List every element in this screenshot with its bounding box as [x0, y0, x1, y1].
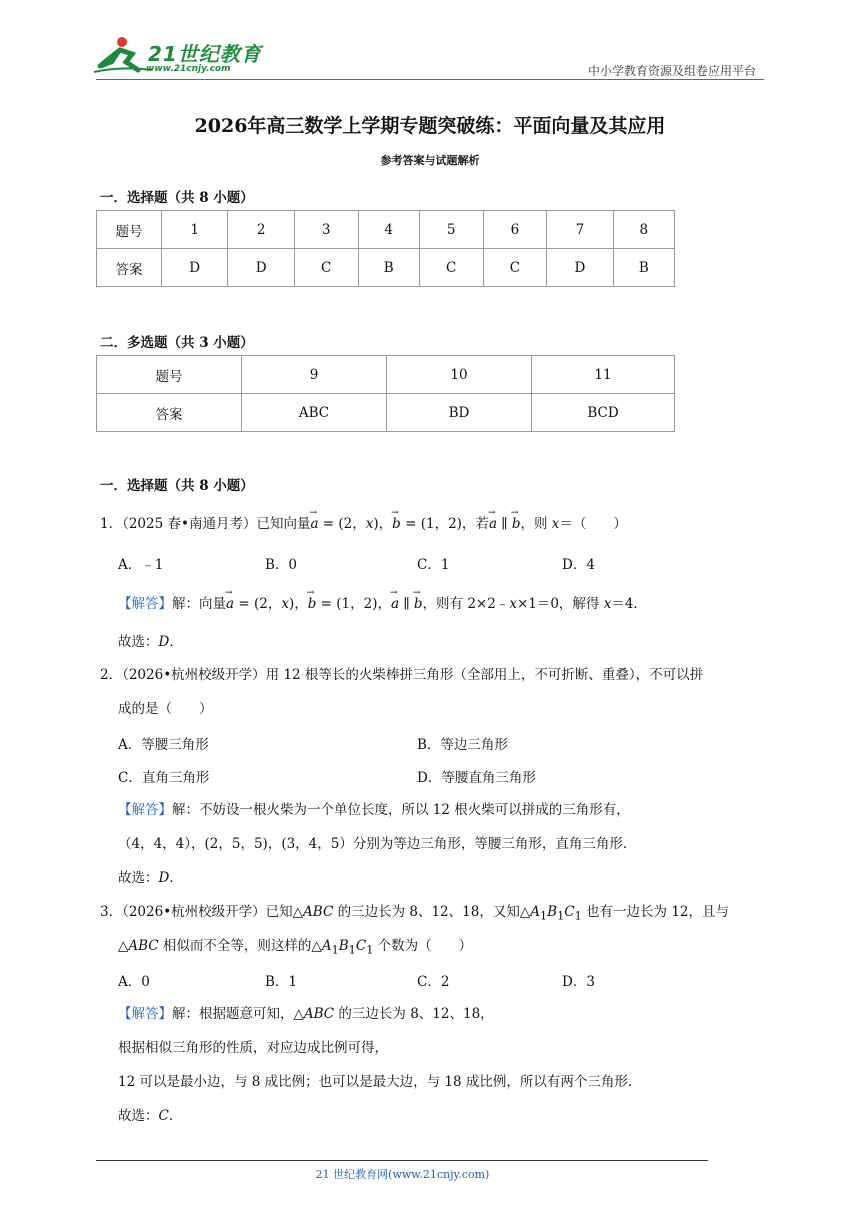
- question-3-option: C．2: [417, 974, 450, 990]
- table-cell: 题号: [97, 356, 242, 394]
- table-cell: 10: [387, 356, 532, 394]
- table-cell: D: [547, 249, 613, 287]
- table-cell: C: [294, 249, 358, 287]
- table-cell: BCD: [532, 394, 675, 432]
- table-cell: 3: [294, 211, 358, 249]
- question-2-stem-line-1: 2．（2026•杭州校级开学）用 12 根等长的火柴棒拼三角形（全部用上，不可折断、重叠），不可以拼: [100, 667, 704, 683]
- footer-link[interactable]: 21 世纪教育网(www.21cnjy.com): [315, 1168, 490, 1181]
- table-cell: 题号: [97, 211, 162, 249]
- table-cell: 9: [242, 356, 387, 394]
- table-cell: 5: [419, 211, 483, 249]
- question-3-option: D．3: [562, 974, 595, 990]
- table-cell: 答案: [97, 249, 162, 287]
- page-subtitle: 参考答案与试题解析: [380, 154, 480, 167]
- table-cell: 4: [358, 211, 419, 249]
- section-heading-multi-choice: 二．多选题（共 3 小题）: [100, 335, 254, 351]
- question-3-solution-line-3: 12 可以是最小边，与 8 成比例；也可以是最大边，与 18 成比例，所以有两个三角形．: [118, 1074, 642, 1090]
- question-1-option: B．0: [265, 557, 298, 573]
- question-3-option: A．0: [118, 974, 150, 990]
- question-3-stem-line-2: △ABC 相似而不全等，则这样的$\triangle A_1B_1C_1$ 个数为（ ）: [118, 938, 473, 957]
- header-divider: [96, 79, 764, 80]
- question-1-stem: 1．（2025 春•南通月考）已知向量→ a = (2，x)，→ b = (1，2)，若→ a ∥ → b，则 x＝（ ）: [100, 514, 627, 534]
- page-title: 2026年高三数学上学期专题突破练：平面向量及其应用: [194, 115, 666, 137]
- table-cell: ABC: [242, 394, 387, 432]
- table-cell: 2: [228, 211, 294, 249]
- table-row: [97, 356, 675, 394]
- question-2-solution-line-2: （4，4，4），(2，5，5)，(3，4，5）分别为等边三角形，等腰三角形，直角三角形．: [118, 836, 637, 852]
- question-2-option: B．等边三角形: [417, 737, 508, 753]
- question-1-answer: 故选：D．: [118, 634, 183, 650]
- question-3-answer: 故选：C．: [118, 1108, 183, 1124]
- question-2-option: D．等腰直角三角形: [417, 770, 536, 786]
- table-row: [97, 211, 675, 249]
- platform-name: 中小学教育资源及组卷应用平台: [587, 64, 756, 78]
- table-cell: 7: [547, 211, 613, 249]
- table-cell: C: [483, 249, 547, 287]
- table-cell: 1: [162, 211, 228, 249]
- question-2-answer: 故选：D．: [118, 870, 183, 886]
- section-heading-solutions: 一．选择题（共 8 小题）: [100, 478, 254, 494]
- question-3-solution-line-1: 【解答】解：根据题意可知，△ABC 的三边长为 8、12、18，: [118, 1006, 494, 1022]
- table-cell: C: [419, 249, 483, 287]
- table-cell: 8: [613, 211, 674, 249]
- question-2-option: C．直角三角形: [118, 770, 210, 786]
- table-row: [97, 394, 675, 432]
- question-3-solution-line-2: 根据相似三角形的性质，对应边成比例可得，: [118, 1040, 388, 1056]
- question-3-option: B．1: [265, 974, 298, 990]
- table-cell: B: [613, 249, 674, 287]
- question-1-option: A．﹣1: [118, 557, 164, 573]
- logo-text: 21世纪教育: [148, 42, 262, 66]
- footer-divider: [96, 1160, 708, 1161]
- question-3-stem-line-1: 3．（2026•杭州校级开学）已知△ABC 的三边长为 8、12、18，又知$\triangle A_1B_1C_1$ 也有一边长为 12，且与: [100, 904, 730, 923]
- answer-table-single-choice: [96, 210, 675, 287]
- table-cell: D: [228, 249, 294, 287]
- table-cell: 11: [532, 356, 675, 394]
- table-cell: BD: [387, 394, 532, 432]
- table-cell: B: [358, 249, 419, 287]
- logo-url: www.21cnjy.com: [146, 64, 231, 74]
- section-heading-single-choice: 一．选择题（共 8 小题）: [100, 190, 254, 206]
- question-1-option: C．1: [417, 557, 450, 573]
- table-cell: 答案: [97, 394, 242, 432]
- question-1-solution: 【解答】解：向量→ a = (2，x)，→ b = (1，2)，→ a ∥ → b，则有 2×2﹣x×1＝0，解得 x＝4．: [118, 594, 647, 614]
- question-1-option: D．4: [562, 557, 595, 573]
- table-cell: 6: [483, 211, 547, 249]
- answer-table-multi-choice: [96, 355, 675, 432]
- question-2-stem-line-2: 成的是（ ）: [118, 701, 213, 717]
- table-cell: D: [162, 249, 228, 287]
- question-2-solution-line-1: 【解答】解：不妨设一根火柴为一个单位长度，所以 12 根火柴可以拼成的三角形有，: [118, 802, 630, 818]
- table-row: [97, 249, 675, 287]
- question-2-option: A．等腰三角形: [118, 737, 209, 753]
